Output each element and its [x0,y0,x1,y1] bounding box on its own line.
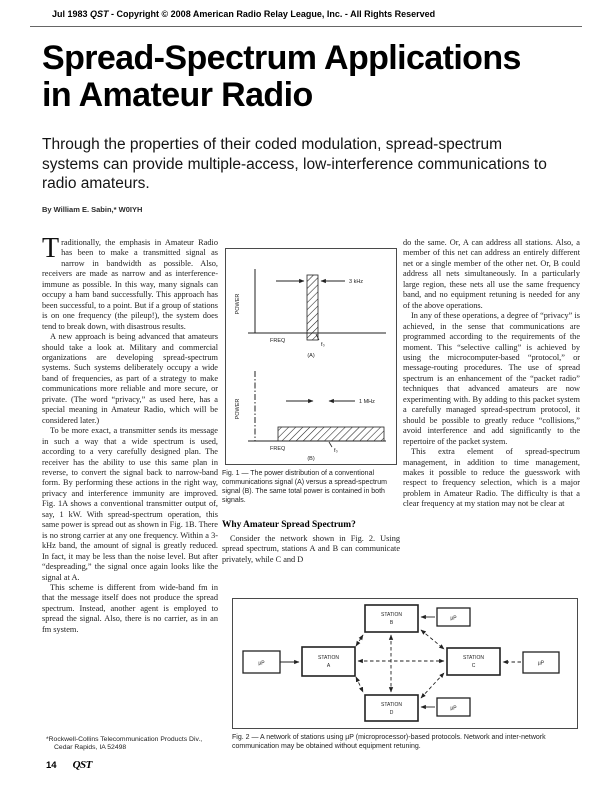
column-middle [222,240,400,565]
paragraph: In any of these operations, a degree of “privacy” is achieved, in the sense that communications are programmed according to the requirements of the moment. This “selective calling” is achieved by using the microcomputer-based “protocol,” or message-routing procedures. The use of spread spectrum is an enhancement of the “packet radio” techniques that advanced amateurs are now experimenting with. By adding to this packet system a carefully managed spread-spectrum protocol, it should be possible to greatly reduce “collisions,” avoid interference and add significantly to the repertoire of the packet system. [403,311,580,446]
page-footer [46,759,92,771]
fig2-microprocessor-label: µP [537,660,545,667]
fig1b-sublabel: (B) [307,456,315,461]
figure-1 [225,248,397,465]
figure-2-caption: Fig. 2 — A network of stations using µP (microprocessor)-based protocols. Network and inter-network communication may be obtained without equipment retuning. [232,734,546,750]
drop-cap: T [42,233,60,264]
fig2-station-d-word: STATION [381,702,402,708]
fig1b-freq-tick [329,442,332,447]
paragraph: This extra element of spread-spectrum management, in addition to time management, makes it possible to reduce the guesswork with respect to frequency selection, which is a major problem in Amateur Radio. The difficulty is that a clear frequency at my station may not be clear at [403,447,580,509]
fig2-station-d-box [365,695,418,721]
copyright-prefix: Jul 1983 [52,9,91,19]
fig2-link-d-c [421,673,444,698]
fig2-station-a-word: STATION [318,655,339,661]
fig1a-x-axis-label: FREQ [270,338,286,344]
paragraph [42,233,218,332]
qst-logo: QST [72,759,92,771]
article-title-line2: in Amateur Radio [42,76,313,114]
fig1a-y-axis-label: POWER [235,293,241,315]
figure-1-diagram [226,249,396,461]
column-left [42,233,218,635]
paragraph-text: raditionally, the emphasis in Amateur Radio has been to make a transmitted signal as narrow in bandwidth as possible. Also, receivers are made as narrow and as interference-immune as possible. In this way, many signals can occupy a ham band successfully. This approach has been successful, to a point. But if a group of stations is on one frequency (the pileup!), the system does tend to break down, with disastrous results. [42,238,218,331]
fig1b-bandwidth-label: 1 MHz [359,399,375,405]
fig1-plot-b [235,371,386,461]
fig1b-x-axis-label: FREQ [270,446,286,452]
figure-1-caption: Fig. 1 — The power distribution of a conventional communications signal (A) versus a spread-spectrum signal (B). The same total power is contained in both signals. [222,470,387,504]
fig2-station-c-box [447,648,500,675]
column-right [403,238,580,510]
article-title [42,40,602,114]
paragraph: This scheme is different from wide-band fm in that the message itself does not produce the spread spectrum. Instead, another agent is employed to spread the signal. Also, there is no carrier, as in an fm system. [42,582,218,634]
fig2-link-a-d [356,677,363,692]
fig2-link-a-b [356,635,363,646]
fig2-station-c-letter: C [471,663,476,669]
fig2-link-b-c [421,630,444,649]
fig2-station-a-letter: A [326,663,331,669]
fig1a-center-freq-label: f₀ [321,342,325,348]
fig2-microprocessor-label: µP [450,705,457,712]
copyright-rest: - Copyright © 2008 American Radio Relay League, Inc. - All Rights Reserved [108,9,436,19]
fig1a-sublabel: (A) [307,353,315,359]
fig2-station-b-letter: B [389,620,394,626]
fig1b-center-freq-label: f₀ [334,448,338,454]
fig2-microprocessor-label: µP [258,660,265,667]
section-heading: Why Amateur Spread Spectrum? [222,520,356,531]
fig2-station-a-box [302,647,355,676]
article-byline: By William E. Sabin,* W0IYH [42,205,143,214]
fig1a-narrowband-bar [307,275,318,340]
fig1b-y-axis-label: POWER [235,398,241,420]
fig1b-spread-bar [278,427,384,441]
header-rule [30,26,582,27]
figure-2 [232,598,578,729]
paragraph: Consider the network shown in Fig. 2. Using spread spectrum, stations A and B can communicate privately, while C and D [222,533,400,564]
magazine-name: QST [90,9,109,19]
page-number: 14 [46,760,57,771]
fig2-station-d-letter: D [389,710,394,716]
paragraph: A new approach is being advanced that amateurs should take a look at. Military and commercial organizations are developing spread-spectrum systems. Such systems deliberately occupy a wide band of frequencies, as part of a strategy to make communications more reliable and more secure, or private. (The word “privacy,” as used here, has a special meaning in Amateur Radio, which will be considered later.) [42,332,218,425]
figure-2-diagram [233,599,577,728]
author-footnote: *Rockwell-Collins Telecommunication Products Div., Cedar Rapids, IA 52498 [46,736,203,751]
article-subtitle: Through the properties of their coded modulation, spread-spectrum systems can provide multiple-access, low-interference communications to radio amateurs. [42,136,547,192]
paragraph: To be more exact, a transmitter sends its message in such a way that a wide spectrum is used, according to a very carefully designed plan. The receiver has the ability to use this same plan in reverse, to convert the signal back to narrow-band form. By performing these actions in the right way, privacy and interference immunity are improved. Fig. 1A shows a conventional transmitter output of, say, 1 kW. With spread-spectrum operation, this same power is spread out as shown in Fig. 1B. There is no strong carrier at any one frequency. Within a 3-kHz band, the amount of signal is greatly reduced. In fact, it may be less than the noise level. But after “despreading,” the signal once again looks like the signal at A. [42,426,218,582]
paragraph: do the same. Or, A can address all stations. Also, a member of this net can address an entirely different net or a single member of the other net. Or, B could address all nets simultaneously. In a particularly large region, these nets all use the same frequency band, and no equipment retuning is needed for any of the above operations. [403,238,580,310]
fig2-station-b-box [365,605,418,632]
fig2-station-b-word: STATION [381,612,402,618]
fig1-plot-a [235,269,386,359]
fig2-station-c-word: STATION [463,655,484,661]
copyright-line [52,9,435,19]
fig2-microprocessor-label: µP [450,615,457,622]
fig2-nodes [243,605,559,721]
article-title-line1: Spread-Spectrum Applications [42,39,521,77]
fig1a-bandwidth-label: 3 kHz [349,279,364,285]
